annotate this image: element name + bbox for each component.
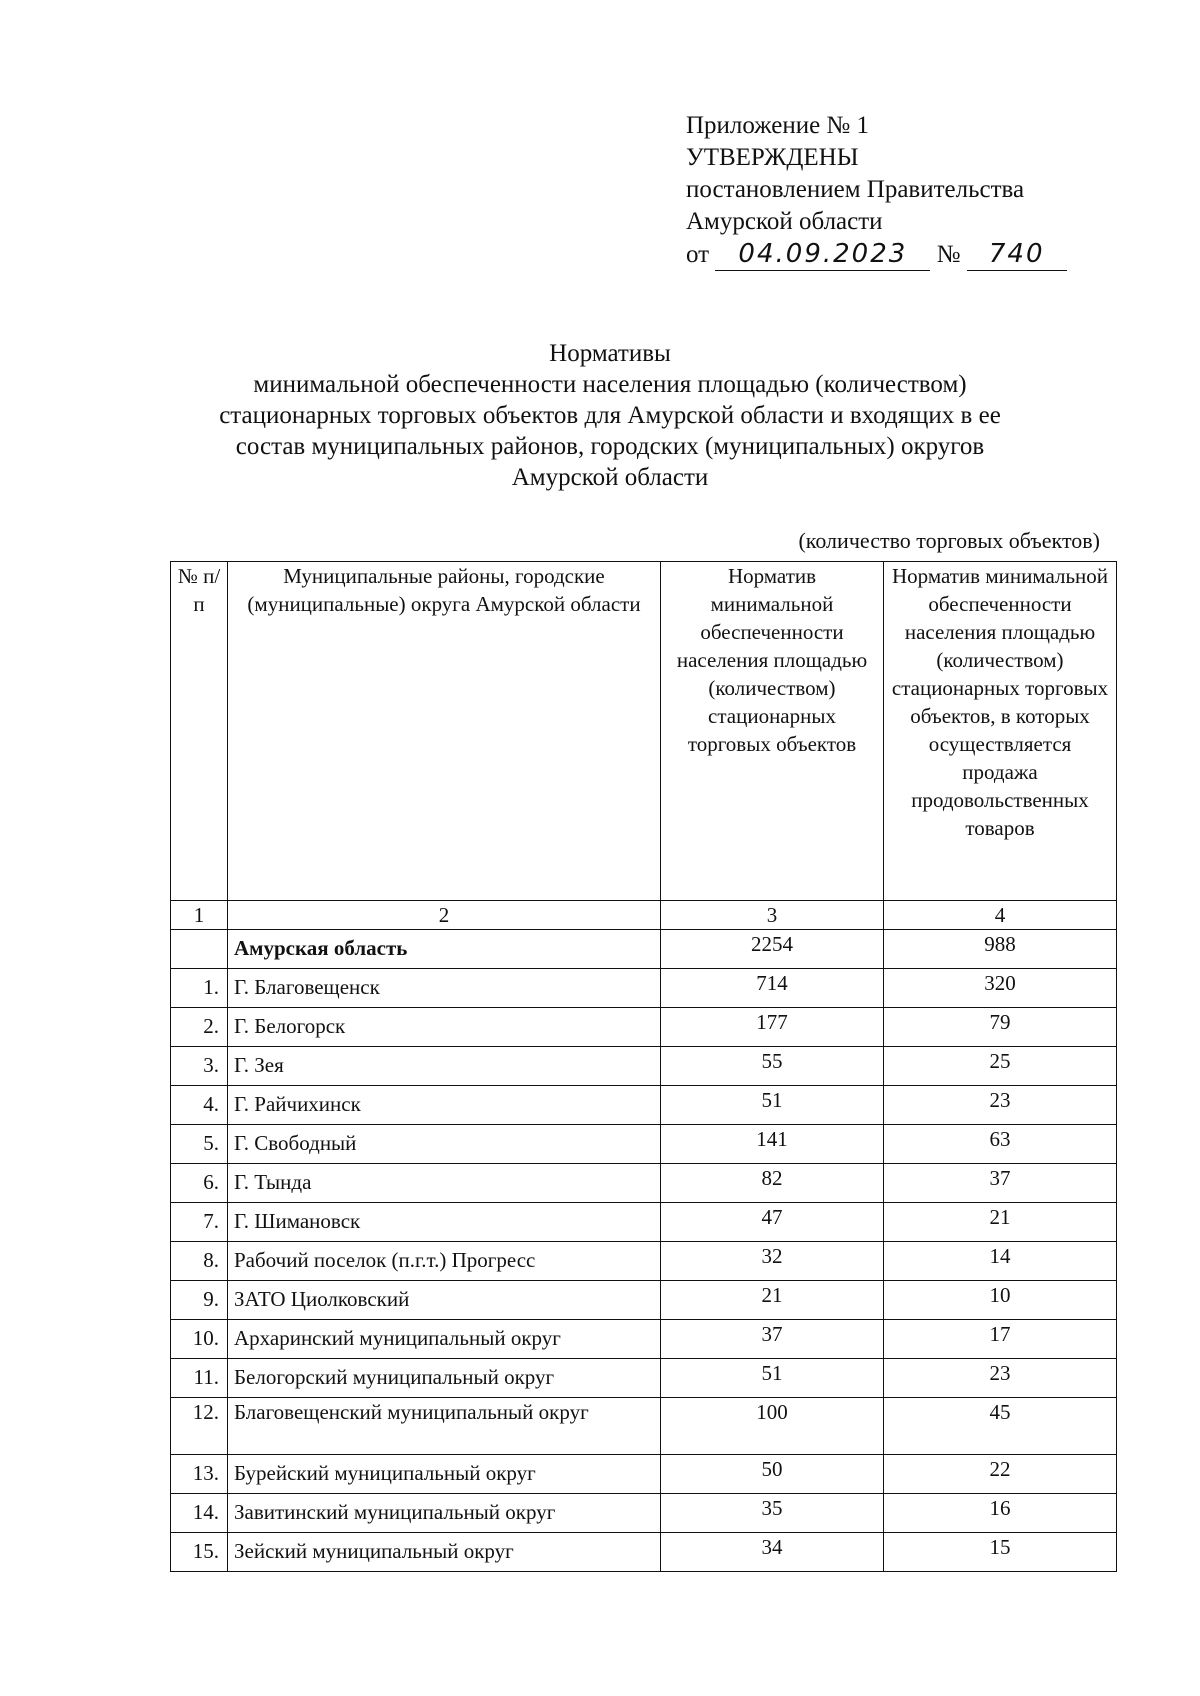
document-title [150,338,1070,493]
row-food: 15 [884,1533,1117,1572]
column-number: 4 [884,901,1117,930]
table-row [171,1164,1117,1203]
row-index: 10. [171,1320,228,1359]
row-food: 22 [884,1455,1117,1494]
column-number: 3 [661,901,884,930]
table-row [171,1125,1117,1164]
row-index: 6. [171,1164,228,1203]
units-note: (количество торговых объектов) [798,528,1100,553]
row-food: 14 [884,1242,1117,1281]
row-name: Г. Благовещенск [228,969,661,1008]
row-name: Зейский муниципальный округ [228,1533,661,1572]
row-name: Архаринский муниципальный округ [228,1320,661,1359]
row-name: Г. Зея [228,1047,661,1086]
norms-table [170,561,1117,1572]
column-number: 2 [228,901,661,930]
row-food: 63 [884,1125,1117,1164]
header-food-norm: Норматив минимальной обеспеченности населения площадью (количеством) стационарных торговых объектов, в которых осуществляется продажа продовольственных товаров [884,562,1117,901]
row-index: 4. [171,1086,228,1125]
table-header-row [171,562,1117,901]
row-total: 37 [661,1320,884,1359]
row-name: Бурейский муниципальный округ [228,1455,661,1494]
row-name: Амурская область [228,930,661,969]
row-total: 2254 [661,930,884,969]
row-index: 12. [171,1398,228,1455]
header-municipality: Муниципальные районы, городские (муниципальные) округа Амурской области [228,562,661,901]
row-food: 25 [884,1047,1117,1086]
title-line-4: состав муниципальных районов, городских (муниципальных) округов [235,433,985,460]
row-index: 13. [171,1455,228,1494]
table-row [171,930,1117,969]
row-name: Г. Белогорск [228,1008,661,1047]
row-total: 51 [661,1086,884,1125]
title-line-1: Нормативы [549,340,671,367]
row-index: 14. [171,1494,228,1533]
row-name: ЗАТО Циолковский [228,1281,661,1320]
row-name: Благовещенский муниципальный округ [228,1398,661,1455]
appendix-label: Приложение № 1 [686,112,870,139]
row-total: 35 [661,1494,884,1533]
row-index: 2. [171,1008,228,1047]
table-row [171,1008,1117,1047]
row-name: Завитинский муниципальный округ [228,1494,661,1533]
column-number: 1 [171,901,228,930]
title-line-2: минимальной обеспеченности населения площадью (количеством) [253,371,967,398]
row-index [171,930,228,969]
row-total: 714 [661,969,884,1008]
row-total: 141 [661,1125,884,1164]
row-food: 16 [884,1494,1117,1533]
table-row [171,1398,1117,1455]
row-total: 32 [661,1242,884,1281]
row-total: 82 [661,1164,884,1203]
row-food: 37 [884,1164,1117,1203]
row-food: 17 [884,1320,1117,1359]
table-row [171,1281,1117,1320]
table-row [171,969,1117,1008]
row-index: 1. [171,969,228,1008]
row-total: 21 [661,1281,884,1320]
table-row [171,1533,1117,1572]
table-row [171,1047,1117,1086]
table-row [171,1203,1117,1242]
row-food: 23 [884,1359,1117,1398]
row-total: 55 [661,1047,884,1086]
table-row [171,1455,1117,1494]
row-total: 100 [661,1398,884,1455]
row-name: Белогорский муниципальный округ [228,1359,661,1398]
row-index: 11. [171,1359,228,1398]
row-name: Г. Райчихинск [228,1086,661,1125]
column-number-row [171,901,1117,930]
title-line-5: Амурской области [511,464,709,491]
approval-block [686,110,1067,271]
row-total: 47 [661,1203,884,1242]
row-index: 7. [171,1203,228,1242]
row-index: 9. [171,1281,228,1320]
header-index: № п/п [171,562,228,901]
row-food: 45 [884,1398,1117,1455]
row-total: 50 [661,1455,884,1494]
row-total: 177 [661,1008,884,1047]
table-row [171,1494,1117,1533]
row-food: 79 [884,1008,1117,1047]
approved-label: УТВЕРЖДЕНЫ [686,144,859,171]
row-name: Г. Свободный [228,1125,661,1164]
row-food: 320 [884,969,1117,1008]
table-row [171,1359,1117,1398]
row-food: 23 [884,1086,1117,1125]
row-name: Г. Шимановск [228,1203,661,1242]
date-number-line [686,238,1067,271]
handwritten-number: 740 [967,238,1067,271]
title-line-3: стационарных торговых объектов для Амурской области и входящих в ее [219,402,1001,429]
table-row [171,1086,1117,1125]
row-food: 988 [884,930,1117,969]
row-index: 15. [171,1533,228,1572]
number-prefix: № [936,241,961,268]
region-label: Амурской области [686,208,883,235]
row-total: 34 [661,1533,884,1572]
row-food: 10 [884,1281,1117,1320]
resolution-label: постановлением Правительства [686,176,1025,203]
row-name: Г. Тында [228,1164,661,1203]
row-index: 8. [171,1242,228,1281]
table-row [171,1320,1117,1359]
row-name: Рабочий поселок (п.г.т.) Прогресс [228,1242,661,1281]
row-index: 3. [171,1047,228,1086]
date-prefix: от [686,241,710,268]
row-food: 21 [884,1203,1117,1242]
row-index: 5. [171,1125,228,1164]
header-total-norm: Норматив минимальной обеспеченности населения площадью (количеством) стационарных торговых объектов [661,562,884,901]
table-row [171,1242,1117,1281]
row-total: 51 [661,1359,884,1398]
handwritten-date: 04.09.2023 [715,238,930,271]
